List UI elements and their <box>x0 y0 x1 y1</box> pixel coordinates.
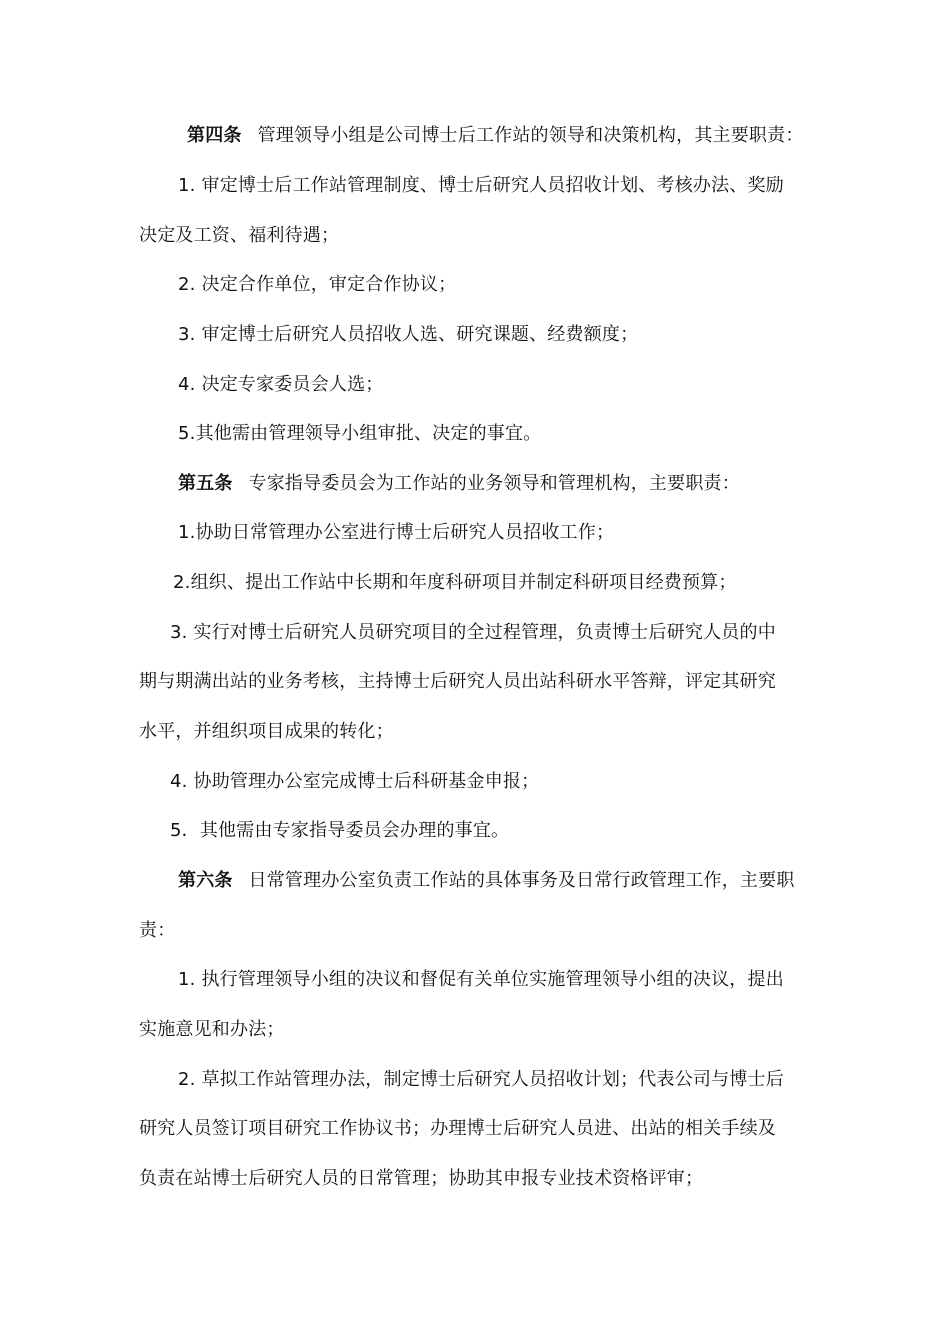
article-4-item-1: 1. 审定博士后工作站管理制度、博士后研究人员招收计划、考核办法、奖励 <box>178 175 784 196</box>
article-5-item-3-cont-1: 期与期满出站的业务考核，主持博士后研究人员出站科研水平答辩，评定其研究 <box>139 671 776 692</box>
article-4-item-1-cont: 决定及工资、福利待遇； <box>139 225 340 246</box>
article-6-text-cont: 责： <box>139 920 176 941</box>
article-5-item-2: 2.组织、提出工作站中长期和年度科研项目并制定科研项目经费预算； <box>173 572 737 593</box>
article-6-item-2-cont-2: 负责在站博士后研究人员的日常管理；协助其申报专业技术资格评审； <box>139 1168 704 1189</box>
article-6-item-2: 2. 草拟工作站管理办法，制定博士后研究人员招收计划；代表公司与博士后 <box>178 1069 784 1090</box>
article-4-heading: 第四条 <box>187 125 242 146</box>
article-5-heading: 第五条 <box>178 473 233 494</box>
article-5-text: 专家指导委员会为工作站的业务领导和管理机构，主要职责： <box>248 473 740 494</box>
article-6-text: 日常管理办公室负责工作站的具体事务及日常行政管理工作，主要职 <box>248 870 795 891</box>
article-4-item-3: 3. 审定博士后研究人员招收人选、研究课题、经费额度； <box>178 324 639 345</box>
article-6-paragraph <box>178 869 795 893</box>
article-5-item-4: 4. 协助管理办公室完成博士后科研基金申报； <box>170 771 540 792</box>
article-6-item-1-cont: 实施意见和办法； <box>139 1019 285 1040</box>
article-5-paragraph <box>178 472 740 496</box>
article-4-item-4: 4. 决定专家委员会人选； <box>178 374 384 395</box>
article-5-item-1: 1.协助日常管理办公室进行博士后研究人员招收工作； <box>178 522 615 543</box>
article-6-heading: 第六条 <box>178 870 233 891</box>
article-6-item-1: 1. 执行管理领导小组的决议和督促有关单位实施管理领导小组的决议，提出 <box>178 969 784 990</box>
article-4-text: 管理领导小组是公司博士后工作站的领导和决策机构，其主要职责： <box>257 125 804 146</box>
article-6-item-2-cont-1: 研究人员签订项目研究工作协议书；办理博士后研究人员进、出站的相关手续及 <box>139 1118 776 1139</box>
article-5-item-5: 5．其他需由专家指导委员会办理的事宜。 <box>170 820 510 841</box>
article-5-item-3-cont-2: 水平，并组织项目成果的转化； <box>139 721 394 742</box>
article-4-item-5: 5.其他需由管理领导小组审批、决定的事宜。 <box>178 423 542 444</box>
article-5-item-3: 3. 实行对博士后研究人员研究项目的全过程管理，负责博士后研究人员的中 <box>170 622 776 643</box>
article-4-paragraph <box>187 124 804 148</box>
article-4-item-2: 2. 决定合作单位，审定合作协议； <box>178 274 457 295</box>
